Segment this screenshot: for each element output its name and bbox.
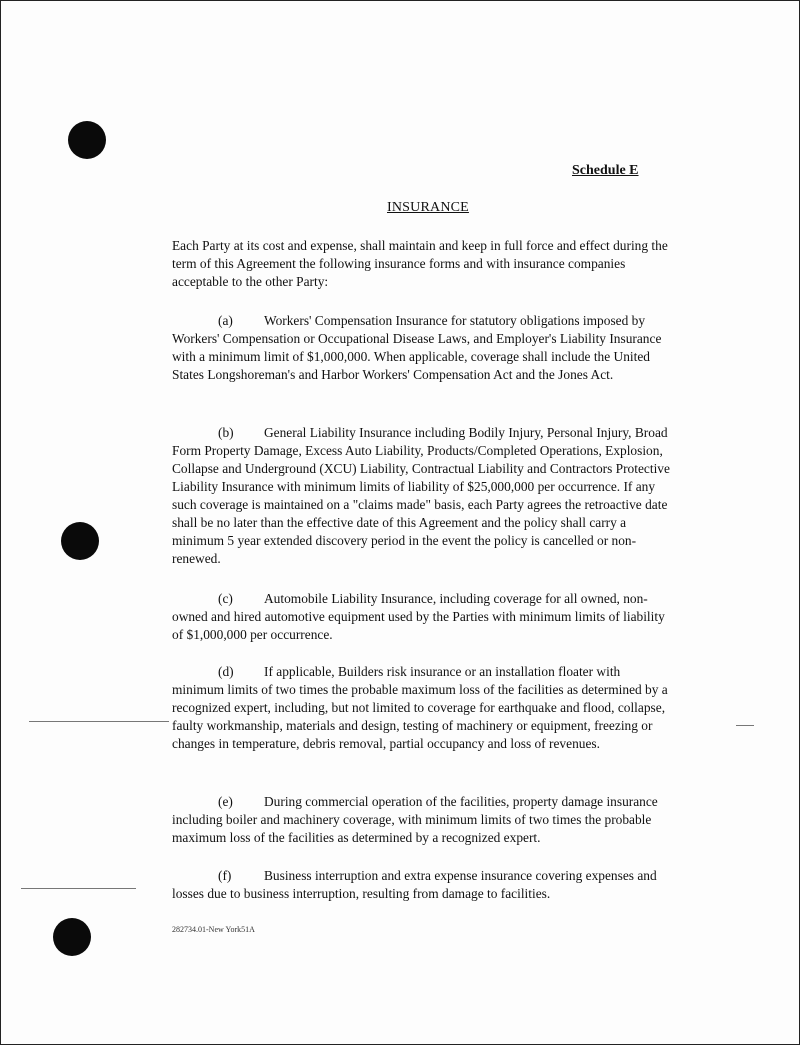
clause-text: During commercial operation of the facilities, property damage insurance including boiler and machinery coverage, with minimum limits of two times the probable maximum loss of the facilities as determined by a recognized expert. <box>172 794 658 845</box>
clause-label: (c) <box>218 591 233 606</box>
clause-text: Workers' Compensation Insurance for statutory obligations imposed by Workers' Compensation or Occupational Disease Laws, and Employer's Liability Insurance with a minimum limit of $1,000,000. When applicable, coverage shall include the United States Longshoreman's and Harbor Workers' Compensation Act and the Jones Act. <box>172 313 662 382</box>
clause-label: (f) <box>218 868 232 883</box>
intro-paragraph: Each Party at its cost and expense, shall maintain and keep in full force and effect during the term of this Agreement the following insurance forms and with insurance companies acceptable to the other Party: <box>172 238 668 289</box>
clause-a <box>172 312 675 384</box>
clause-label: (a) <box>218 313 233 328</box>
clause-b <box>172 424 675 568</box>
punch-hole <box>61 522 99 560</box>
clause-label: (e) <box>218 794 233 809</box>
scan-artifact <box>29 721 169 722</box>
clause-text: Automobile Liability Insurance, including coverage for all owned, non-owned and hired automotive equipment used by the Parties with minimum limits of liability of $1,000,000 per occurrence. <box>172 591 665 642</box>
punch-hole <box>53 918 91 956</box>
clause-label: (d) <box>218 664 234 679</box>
scan-artifact <box>21 888 136 889</box>
clause-text: General Liability Insurance including Bodily Injury, Personal Injury, Broad Form Property Damage, Excess Auto Liability, Products/Completed Operations, Explosion, Collapse and Underground (XCU) Liability, Contractual Liability and Contractors Protective Liability Insurance with minimum limits of liability of $25,000,000 per occurrence. If any such coverage is maintained on a "claims made" basis, each Party agrees the retroactive date shall be no later than the effective date of this Agreement and the policy shall carry a minimum 5 year extended discovery period in the event the policy is cancelled or non-renewed. <box>172 425 670 566</box>
schedule-label: Schedule E <box>572 163 639 178</box>
document-id-footer: 282734.01-New York51A <box>172 925 255 934</box>
clause-c <box>172 590 675 644</box>
clause-text: Business interruption and extra expense insurance covering expenses and losses due to business interruption, resulting from damage to facilities. <box>172 868 657 901</box>
clause-d <box>172 663 675 753</box>
clause-label: (b) <box>218 425 234 440</box>
scan-artifact <box>736 725 754 726</box>
page-title: INSURANCE <box>387 200 469 215</box>
clause-e <box>172 793 675 847</box>
clause-f <box>172 867 675 903</box>
clause-text: If applicable, Builders risk insurance or an installation floater with minimum limits of two times the probable maximum loss of the facilities as determined by a recognized expert, including, but not limited to coverage for earthquake and flood, collapse, faulty workmanship, materials and design, testing of machinery or equipment, freezing or changes in temperature, debris removal, partial occupancy and loss of revenues. <box>172 664 668 751</box>
punch-hole <box>68 121 106 159</box>
